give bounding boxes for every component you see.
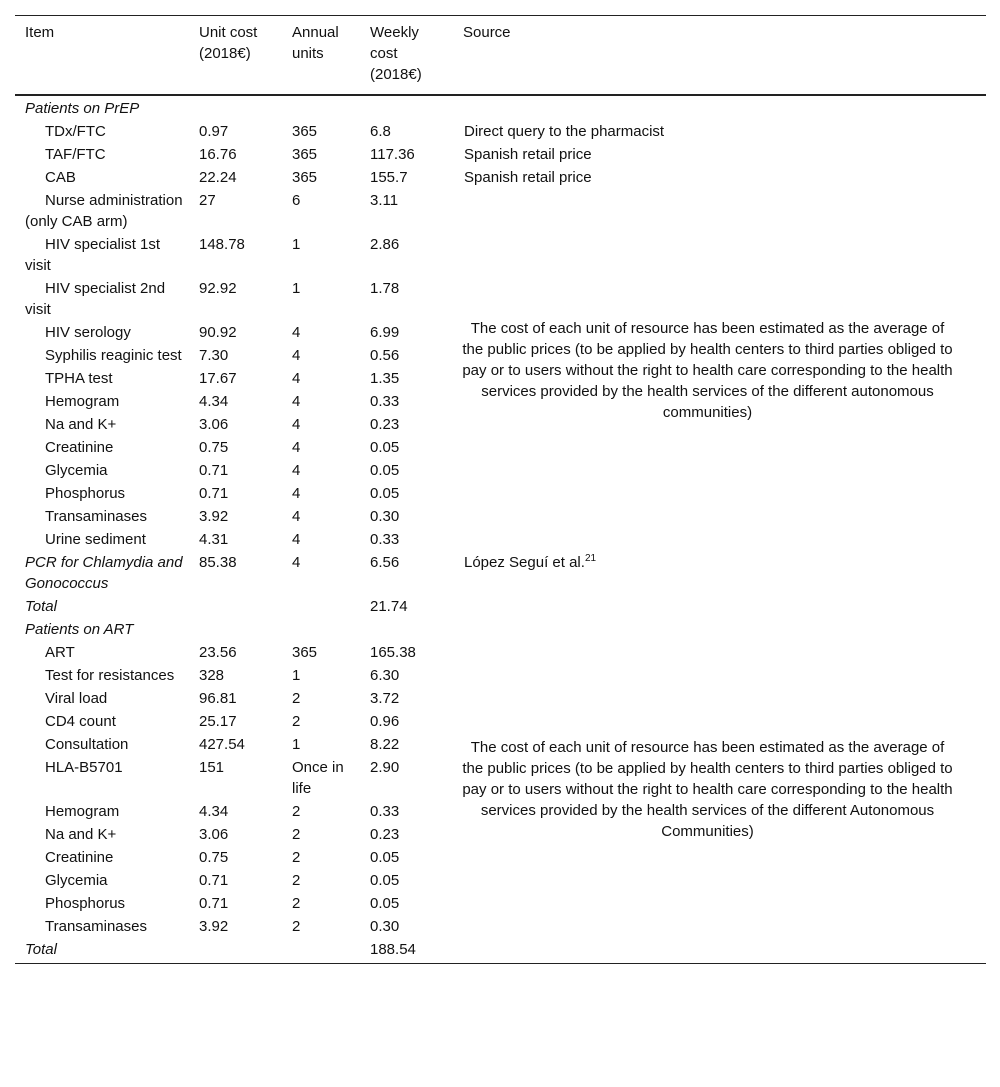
weekly-cost-cell: 0.30 <box>370 508 400 525</box>
weekly-cost-cell: 0.05 <box>370 485 400 502</box>
table-body <box>15 95 986 964</box>
weekly-cost-cell: 6.56 <box>370 554 400 571</box>
unit-cost-cell: 4.34 <box>199 393 229 410</box>
item-cell: TDx/FTC <box>45 123 106 140</box>
total-label: Total <box>25 941 57 958</box>
header-source: Source <box>463 24 511 41</box>
annual-units-cell: 6 <box>292 192 301 209</box>
unit-cost-cell: 3.92 <box>199 918 229 935</box>
cost-table <box>15 15 986 964</box>
table-row <box>15 143 986 166</box>
source-note-prep: The cost of each unit of resource has been estimated as the average of the public prices (to be applied by health centers to third parties obliged to pay or to users without the right to health care corresponding to the health services provided by the health services of the different autonomous communities) <box>462 319 953 421</box>
unit-cost-cell: 0.71 <box>199 462 229 479</box>
weekly-cost-cell: 6.99 <box>370 324 400 341</box>
empty-cell <box>189 595 282 618</box>
item-cell: HIV specialist 2nd visit <box>25 280 166 318</box>
weekly-cost-cell: 6.8 <box>370 123 391 140</box>
item-cell: Creatinine <box>45 439 114 456</box>
item-cell: Creatinine <box>45 849 114 866</box>
item-cell: Syphilis reaginic test <box>45 347 182 364</box>
annual-units-cell: 1 <box>292 736 301 753</box>
header-row <box>15 16 986 96</box>
unit-cost-cell: 151 <box>199 759 225 776</box>
weekly-cost-cell: 0.33 <box>370 531 400 548</box>
weekly-cost-cell: 3.11 <box>370 192 399 209</box>
source-cell <box>453 551 986 595</box>
annual-units-cell: 4 <box>292 554 301 571</box>
annual-units-cell: 365 <box>292 169 318 186</box>
weekly-cost-cell: 0.23 <box>370 826 400 843</box>
unit-cost-cell: 22.24 <box>199 169 237 186</box>
weekly-cost-cell: 0.05 <box>370 895 400 912</box>
unit-cost-cell: 3.06 <box>199 416 229 433</box>
annual-units-cell: 2 <box>292 895 301 912</box>
unit-cost-cell: 90.92 <box>199 324 237 341</box>
item-cell: Test for resistances <box>45 667 175 684</box>
section-label-prep: Patients on PrEP <box>25 100 140 117</box>
empty-cell <box>453 938 986 964</box>
empty-cell <box>282 618 360 641</box>
empty-cell <box>453 618 986 641</box>
empty-cell <box>453 595 986 618</box>
empty-cell <box>189 618 282 641</box>
source-note-art: The cost of each unit of resource has been estimated as the average of the public prices (to be applied by health centers to third parties obliged to pay or to users without the right to health care corresponding to the health services provided by the health services of the different Autonomous Communities) <box>462 739 953 840</box>
unit-cost-cell: 0.71 <box>199 895 229 912</box>
source-cell: Spanish retail price <box>464 169 592 186</box>
annual-units-cell: 4 <box>292 485 301 502</box>
annual-units-cell: 2 <box>292 826 301 843</box>
weekly-cost-cell: 0.56 <box>370 347 400 364</box>
item-cell: Phosphorus <box>45 895 126 912</box>
header-annual-units: Annual units <box>292 24 339 62</box>
annual-units-cell: 4 <box>292 439 301 456</box>
annual-units-cell: 2 <box>292 690 301 707</box>
weekly-cost-cell: 0.96 <box>370 713 400 730</box>
unit-cost-cell: 4.31 <box>199 531 229 548</box>
item-cell: Transaminases <box>45 508 147 525</box>
header-weekly-cost: Weekly cost (2018€) <box>370 24 422 83</box>
item-cell: Consultation <box>45 736 129 753</box>
empty-cell <box>360 618 453 641</box>
section-row-art <box>15 618 986 641</box>
item-cell: Transaminases <box>45 918 147 935</box>
empty-cell <box>282 595 360 618</box>
unit-cost-cell: 17.67 <box>199 370 237 387</box>
item-cell: CAB <box>45 169 76 186</box>
total-weekly-cost: 21.74 <box>370 598 408 615</box>
item-cell: Glycemia <box>45 872 108 889</box>
annual-units-cell: 4 <box>292 347 301 364</box>
source-citation: López Seguí et al. <box>464 554 585 571</box>
item-cell: Glycemia <box>45 462 108 479</box>
item-cell: Hemogram <box>45 803 120 820</box>
reference-superscript: 21 <box>584 553 597 564</box>
weekly-cost-cell: 0.33 <box>370 393 400 410</box>
item-cell: Hemogram <box>45 393 120 410</box>
item-cell: TAF/FTC <box>45 146 106 163</box>
item-cell: HIV specialist 1st visit <box>25 236 161 274</box>
annual-units-cell: 2 <box>292 918 301 935</box>
unit-cost-cell: 0.71 <box>199 872 229 889</box>
source-cell: Spanish retail price <box>464 146 592 163</box>
table-row <box>15 641 986 664</box>
table-row-pcr <box>15 551 986 595</box>
total-weekly-cost: 188.54 <box>370 941 416 958</box>
unit-cost-cell: 0.97 <box>199 123 229 140</box>
item-cell: Na and K+ <box>45 826 117 843</box>
empty-cell <box>189 938 282 964</box>
total-row-prep <box>15 595 986 618</box>
unit-cost-cell: 96.81 <box>199 690 237 707</box>
unit-cost-cell: 16.76 <box>199 146 237 163</box>
unit-cost-cell: 328 <box>199 667 225 684</box>
annual-units-cell: 4 <box>292 508 301 525</box>
unit-cost-cell: 427.54 <box>199 736 245 753</box>
weekly-cost-cell: 0.05 <box>370 872 400 889</box>
item-cell: Urine sediment <box>45 531 146 548</box>
annual-units-cell: 365 <box>292 644 318 661</box>
unit-cost-cell: 3.06 <box>199 826 229 843</box>
weekly-cost-cell: 2.86 <box>370 236 400 253</box>
annual-units-cell: 365 <box>292 146 318 163</box>
item-cell: HIV serology <box>45 324 131 341</box>
unit-cost-cell: 3.92 <box>199 508 229 525</box>
weekly-cost-cell: 165.38 <box>370 644 416 661</box>
weekly-cost-cell: 0.05 <box>370 462 400 479</box>
annual-units-cell: 2 <box>292 849 301 866</box>
empty-cell <box>282 938 360 964</box>
item-cell: PCR for Chlamydia and Gonococcus <box>25 554 183 592</box>
annual-units-cell: 4 <box>292 370 301 387</box>
weekly-cost-cell: 2.90 <box>370 759 400 776</box>
unit-cost-cell: 4.34 <box>199 803 229 820</box>
header-unit-cost: Unit cost (2018€) <box>199 24 258 62</box>
item-cell: TPHA test <box>45 370 113 387</box>
section-label-art: Patients on ART <box>25 621 134 638</box>
source-cell: Direct query to the pharmacist <box>464 123 665 140</box>
weekly-cost-cell: 117.36 <box>370 146 415 163</box>
table-row <box>15 166 986 189</box>
cost-table-container <box>15 15 986 964</box>
item-cell: HLA-B5701 <box>45 759 123 776</box>
annual-units-cell: 4 <box>292 462 301 479</box>
weekly-cost-cell: 0.33 <box>370 803 400 820</box>
header-item: Item <box>25 24 55 41</box>
weekly-cost-cell: 8.22 <box>370 736 400 753</box>
unit-cost-cell: 92.92 <box>199 280 237 297</box>
table-row <box>15 189 986 233</box>
unit-cost-cell: 7.30 <box>199 347 229 364</box>
unit-cost-cell: 25.17 <box>199 713 237 730</box>
annual-units-cell: 4 <box>292 324 301 341</box>
unit-cost-cell: 27 <box>199 192 216 209</box>
item-cell: ART <box>45 644 75 661</box>
annual-units-cell: Once in life <box>292 759 344 797</box>
table-row <box>15 120 986 143</box>
unit-cost-cell: 85.38 <box>199 554 237 571</box>
annual-units-cell: 365 <box>292 123 318 140</box>
weekly-cost-cell: 6.30 <box>370 667 400 684</box>
item-cell: Nurse administration (only CAB arm) <box>25 192 183 230</box>
weekly-cost-cell: 3.72 <box>370 690 400 707</box>
weekly-cost-cell: 155.7 <box>370 169 408 186</box>
item-cell: CD4 count <box>45 713 116 730</box>
annual-units-cell: 4 <box>292 531 301 548</box>
annual-units-cell: 4 <box>292 393 301 410</box>
annual-units-cell: 1 <box>292 236 301 253</box>
annual-units-cell: 1 <box>292 280 301 297</box>
unit-cost-cell: 148.78 <box>199 236 245 253</box>
total-row-art <box>15 938 986 964</box>
annual-units-cell: 2 <box>292 803 301 820</box>
annual-units-cell: 2 <box>292 713 301 730</box>
item-cell: Viral load <box>45 690 108 707</box>
section-row-prep <box>15 95 986 120</box>
weekly-cost-cell: 1.35 <box>370 370 400 387</box>
annual-units-cell: 1 <box>292 667 301 684</box>
table-header <box>15 16 986 96</box>
weekly-cost-cell: 0.05 <box>370 439 400 456</box>
weekly-cost-cell: 1.78 <box>370 280 400 297</box>
total-label: Total <box>25 598 57 615</box>
weekly-cost-cell: 0.23 <box>370 416 400 433</box>
unit-cost-cell: 23.56 <box>199 644 237 661</box>
unit-cost-cell: 0.75 <box>199 849 229 866</box>
annual-units-cell: 4 <box>292 416 301 433</box>
item-cell: Phosphorus <box>45 485 126 502</box>
unit-cost-cell: 0.71 <box>199 485 229 502</box>
weekly-cost-cell: 0.05 <box>370 849 400 866</box>
weekly-cost-cell: 0.30 <box>370 918 400 935</box>
item-cell: Na and K+ <box>45 416 117 433</box>
unit-cost-cell: 0.75 <box>199 439 229 456</box>
annual-units-cell: 2 <box>292 872 301 889</box>
